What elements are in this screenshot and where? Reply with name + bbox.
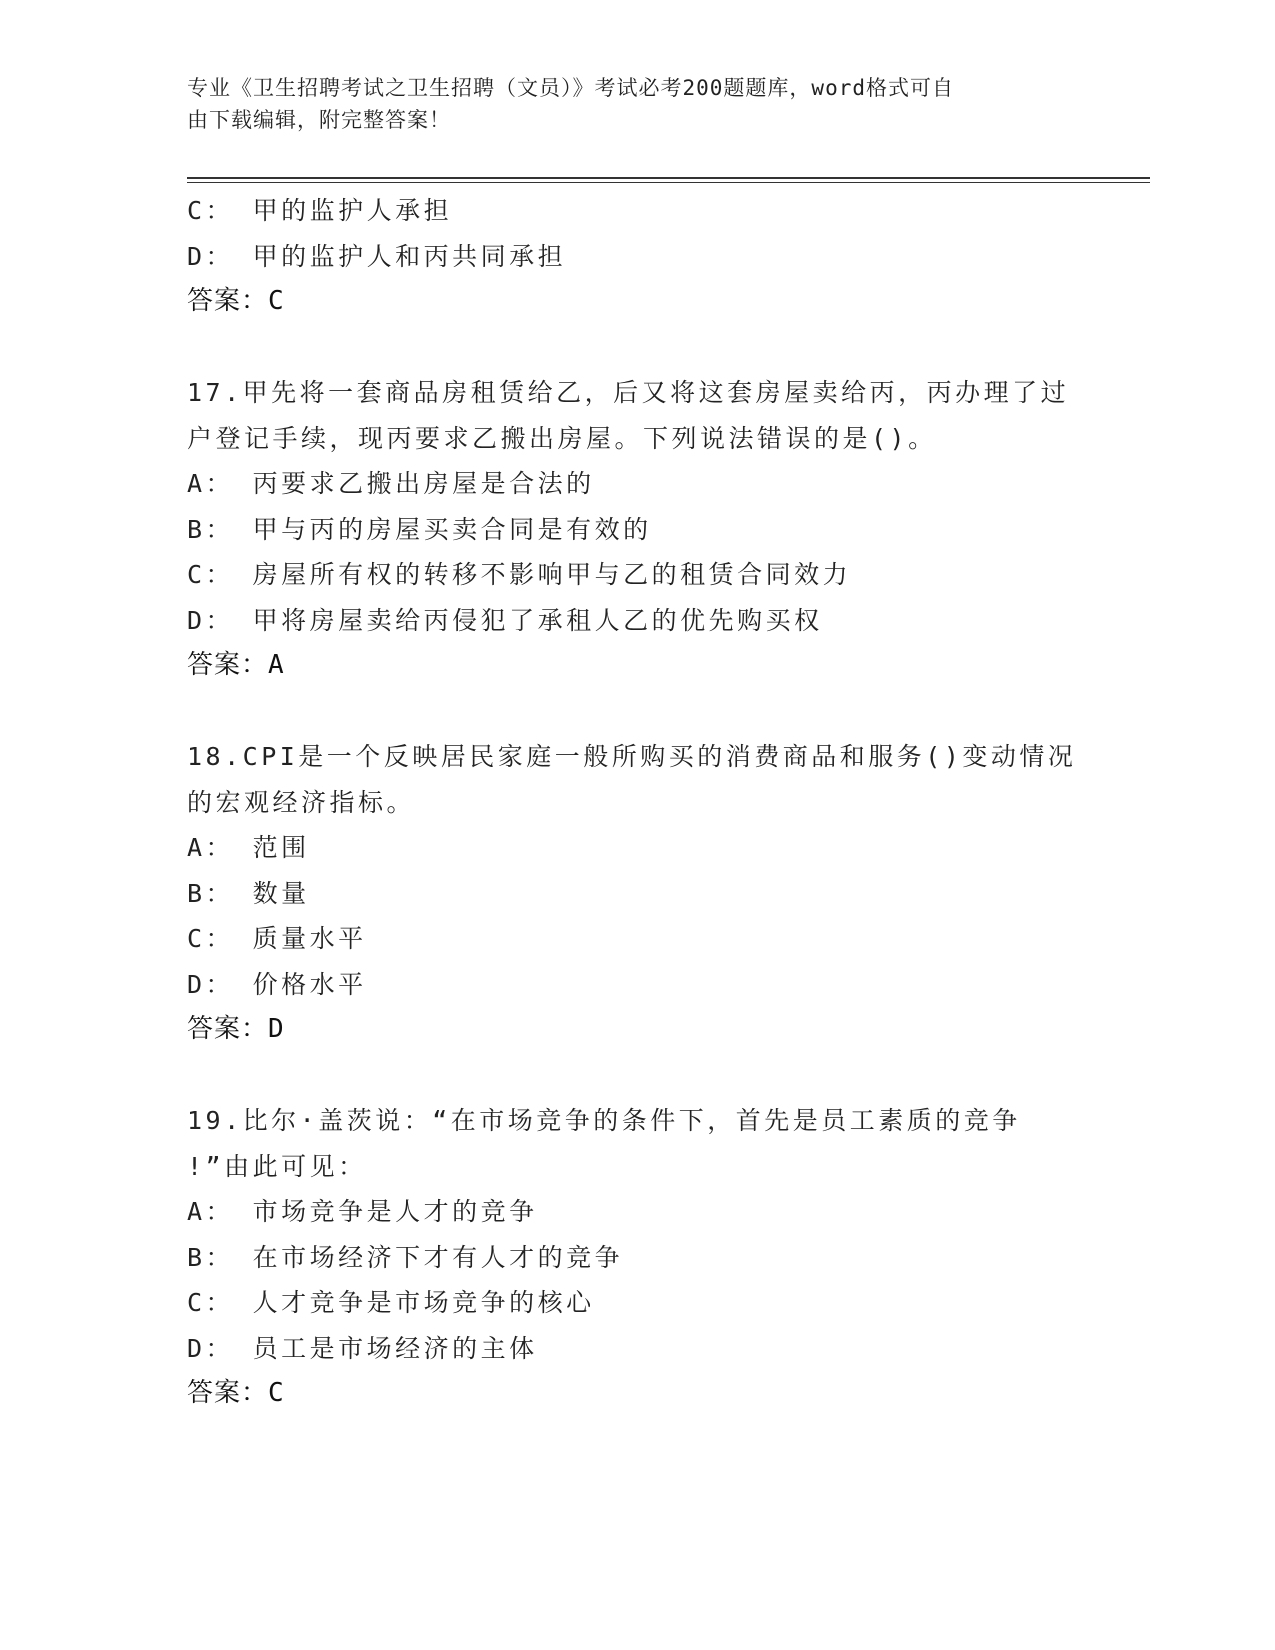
question-stem-line-1: 19.比尔·盖茨说：“在市场竞争的条件下，首先是员工素质的竞争	[187, 1106, 1021, 1135]
question-18	[187, 734, 1087, 1053]
option-d: D： 甲的监护人和丙共同承担	[187, 241, 567, 271]
option-b: B： 在市场经济下才有人才的竞争	[187, 1242, 624, 1272]
header-line-1: 专业《卫生招聘考试之卫生招聘（文员）》考试必考200题题库，word格式可自	[187, 76, 954, 100]
option-c: C： 人才竞争是市场竞争的核心	[187, 1288, 595, 1317]
spacer	[187, 1053, 1087, 1099]
answer-label: 答案：	[187, 1378, 269, 1408]
answer	[187, 1007, 1087, 1053]
question-stem-line-1: 18.CPI是一个反映居民家庭一般所购买的消费商品和服务()变动情况	[187, 742, 1077, 771]
answer-label: 答案：	[187, 286, 269, 316]
answer-value: C	[268, 1378, 285, 1408]
question-stem-line-2: 户登记手续，现丙要求乙搬出房屋。下列说法错误的是()。	[187, 423, 937, 453]
option-b: B： 甲与丙的房屋买卖合同是有效的	[187, 514, 652, 544]
question-stem-line-1: 17.甲先将一套商品房租赁给乙，后又将这套房屋卖给丙，丙办理了过	[187, 378, 1070, 407]
spacer	[187, 689, 1087, 735]
option-a: A： 丙要求乙搬出房屋是合法的	[187, 469, 595, 498]
question-stem-line-2: !”由此可见：	[187, 1151, 367, 1181]
header-divider-thick	[187, 177, 1150, 179]
spacer	[187, 325, 1087, 371]
option-a: A： 范围	[187, 833, 310, 862]
option-c: C： 质量水平	[187, 924, 367, 953]
question-stem-line-2: 的宏观经济指标。	[187, 787, 416, 817]
answer-label: 答案：	[187, 650, 269, 680]
page-header	[187, 72, 1067, 136]
answer-value: C	[268, 286, 285, 316]
option-d: D： 价格水平	[187, 969, 367, 999]
answer	[187, 1371, 1087, 1417]
option-c: C： 甲的监护人承担	[187, 196, 453, 225]
answer	[187, 279, 1087, 325]
option-d: D： 员工是市场经济的主体	[187, 1333, 538, 1363]
question-17	[187, 370, 1087, 689]
header-divider-thin	[187, 182, 1150, 183]
question-16	[187, 188, 1087, 325]
option-a: A： 市场竞争是人才的竞争	[187, 1197, 538, 1226]
question-19	[187, 1098, 1087, 1417]
question-list	[187, 188, 1087, 1417]
answer	[187, 643, 1087, 689]
option-c: C： 房屋所有权的转移不影响甲与乙的租赁合同效力	[187, 560, 852, 589]
answer-value: D	[268, 1014, 285, 1044]
answer-value: A	[268, 650, 285, 680]
option-b: B： 数量	[187, 878, 310, 908]
header-line-2: 由下载编辑，附完整答案！	[187, 108, 451, 132]
option-d: D： 甲将房屋卖给丙侵犯了承租人乙的优先购买权	[187, 605, 823, 635]
answer-label: 答案：	[187, 1014, 269, 1044]
